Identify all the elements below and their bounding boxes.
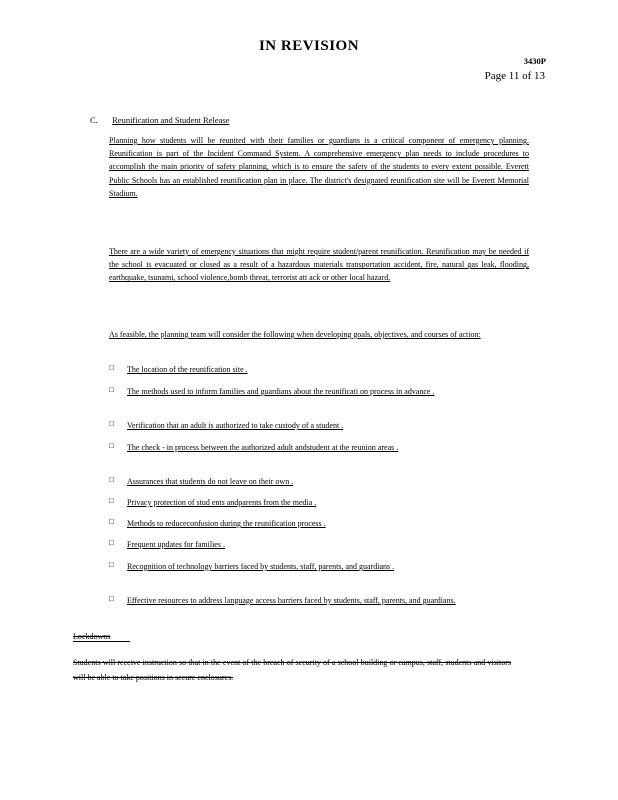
checkbox-glyph-icon: □ (109, 419, 114, 428)
list-item-text: The location of the reunification site . (127, 365, 248, 374)
lockdowns-paragraph: Students will receive instruction so that in the event of the breach of security of a school building or campus, staff, students and visitors will be able to take positions in secure enclosures. (73, 658, 511, 682)
checkbox-glyph-icon: □ (109, 363, 114, 372)
checkbox-glyph-icon: □ (109, 441, 114, 450)
list-item-text: Recognition of technology barriers faced by students, staff, parents, and guardians . (127, 562, 395, 571)
list-item-text: The check - in process between the authorized adult andstudent at the reunion areas . (127, 443, 399, 452)
section-title: Reunification and Student Release (112, 115, 230, 125)
list-item-text: Privacy protection of stud ents andparents from the media . (127, 498, 317, 507)
list-item-text: Frequent updates for families . (127, 540, 225, 549)
section-heading (90, 115, 229, 125)
checkbox-glyph-icon: □ (109, 496, 114, 505)
paragraph-planning-team: As feasible, the planning team will consider the following when developing goals, objectives, and courses of action: (109, 330, 481, 339)
checkbox-glyph-icon: □ (109, 560, 114, 569)
checkbox-glyph-icon: □ (109, 475, 114, 484)
list-item-text: Effective resources to address language access barriers faced by students, staff, parents, and guardians. (127, 596, 456, 605)
section-letter: C. (90, 115, 98, 125)
list-item-text: Assurances that students do not leave on their own . (127, 477, 294, 486)
list-item-text: Methods to reduceconfusion during the reunification process . (127, 519, 326, 528)
page-number: Page 11 of 13 (484, 70, 545, 82)
list-item-text: The methods used to inform families and guardians about the reunificati on process in advance . (127, 387, 435, 396)
checkbox-glyph-icon: □ (109, 517, 114, 526)
list-item-text: Verification that an adult is authorized to take custody of a student . (127, 421, 344, 430)
page-title: IN REVISION (258, 38, 360, 54)
policy-number: 3430P (523, 56, 546, 66)
checkbox-glyph-icon: □ (109, 385, 114, 394)
paragraph-reunification: Planning how students will be reunited with their families or guardians is a critical component of emergency planning. Reunification is part of the Incident Command System. A comprehensive emergency plan needs to include procedures to accomplish the main priority of safety planning, which is to ensure the safety of the students to every extent possible. Everett Public Schools has an established reunification plan in place. The district's designated reunification site will be Everett Memorial Stadium. (109, 136, 529, 198)
checkbox-glyph-icon: □ (109, 594, 114, 603)
checkbox-glyph-icon: □ (109, 538, 114, 547)
lockdowns-heading: Lockdowns (73, 632, 130, 642)
paragraph-situations: There are a wide variety of emergency situations that might require student/parent reunification. Reunification may be needed if the school is evacuated or closed as a result of a hazardous materials transportation accident, fire, natural gas leak, flooding, earthquake, tsunami, school violence,bomb threat, terrorist att ack or other local hazard. (109, 247, 529, 283)
